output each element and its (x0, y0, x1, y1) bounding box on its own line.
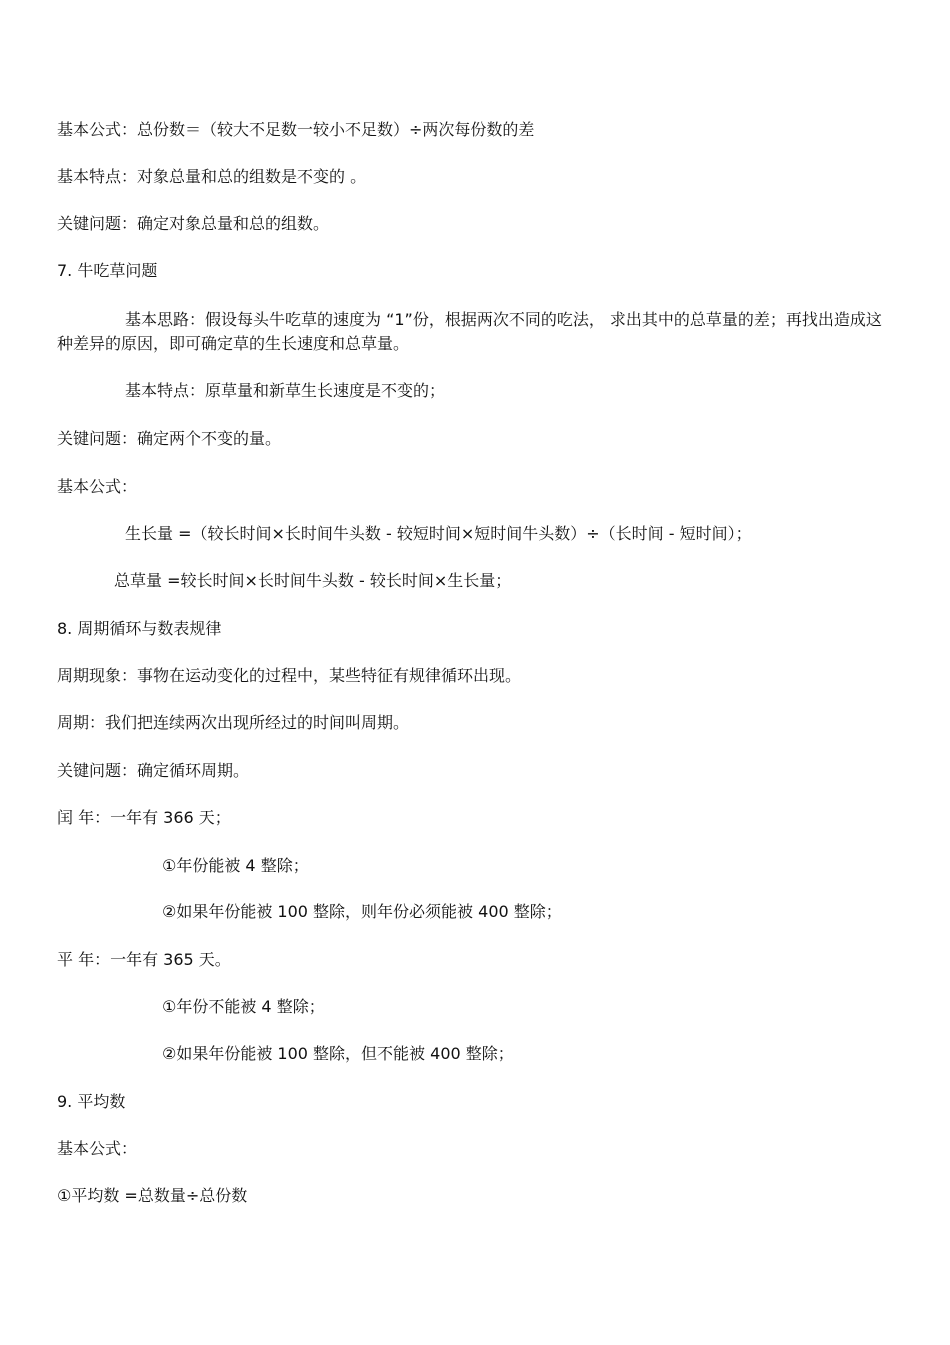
leap-year-heading: 闰 年：一年有 366 天； (57, 808, 231, 827)
common-year-rule-2: ②如果年份能被 100 整除，但不能被 400 整除； (162, 1044, 514, 1063)
key-question-two-constants: 关键问题：确定两个不变的量。 (57, 429, 282, 448)
formula-average: ①平均数 =总数量÷总份数 (57, 1186, 248, 1205)
period-definition: 周期：我们把连续两次出现所经过的时间叫周期。 (57, 713, 410, 732)
feature-grass-constant: 基本特点：原草量和新草生长速度是不变的； (125, 381, 446, 400)
section-heading-8: 8. 周期循环与数表规律 (57, 619, 222, 638)
section-heading-7: 7. 牛吃草问题 (57, 261, 158, 280)
periodic-phenomenon: 周期现象：事物在运动变化的过程中，某些特征有规律循环出现。 (57, 666, 522, 685)
basic-idea-paragraph: 基本思路：假设每头牛吃草的速度为 “1”份，根据两次不同的吃法， 求出其中的总草量的差；再找出造成这种差异的原因，即可确定草的生长速度和总草量。 (57, 310, 882, 353)
feature-constant-total: 基本特点：对象总量和总的组数是不变的 。 (57, 167, 367, 186)
formula-heading: 基本公式： (57, 477, 138, 496)
formula-heading-average: 基本公式： (57, 1139, 138, 1158)
formula-total-portions: 基本公式：总份数＝（较大不足数一较小不足数）÷两次每份数的差 (57, 120, 535, 139)
formula-total-grass: 总草量 =较长时间×长时间牛头数 - 较长时间×生长量； (114, 571, 512, 590)
common-year-heading: 平 年：一年有 365 天。 (57, 950, 231, 969)
leap-year-rule-1: ①年份能被 4 整除； (162, 856, 309, 875)
formula-growth: 生长量 =（较长时间×长时间牛头数 - 较短时间×短时间牛头数）÷（长时间 - 短时间）； (125, 524, 752, 543)
key-question-cycle: 关键问题：确定循环周期。 (57, 761, 250, 780)
leap-year-rule-2: ②如果年份能被 100 整除，则年份必须能被 400 整除； (162, 902, 562, 921)
section-heading-9: 9. 平均数 (57, 1092, 126, 1111)
common-year-rule-1: ①年份不能被 4 整除； (162, 997, 325, 1016)
key-question-total-groups: 关键问题：确定对象总量和总的组数。 (57, 214, 330, 233)
